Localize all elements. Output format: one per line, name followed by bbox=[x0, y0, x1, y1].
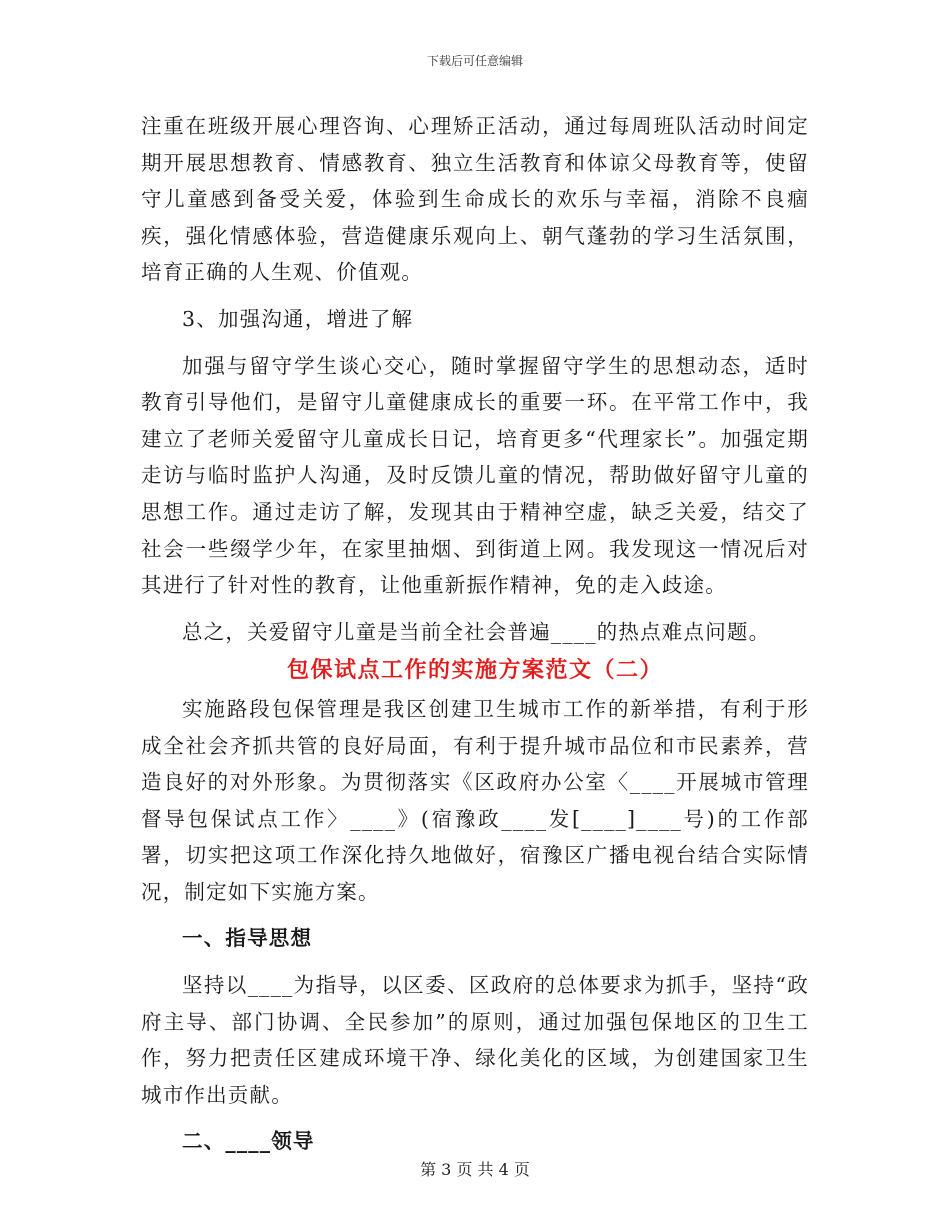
section-heading-3: 3、加强沟通，增进了解 bbox=[182, 306, 414, 331]
document-title: 包保试点工作的实施方案范文（二） bbox=[286, 657, 663, 684]
page-header: 下载后可任意编辑 bbox=[426, 54, 523, 68]
paragraph-communication: 加强与留守学生谈心交心，随时掌握留守学生的思想动态，适时教育引导他们，是留守儿童健康成长的重要一环。在平常工作中，我建立了老师关爱留守儿童成长日记，培育更多“代理家长”。加强定期走访与临时监护人沟通，及时反馈儿童的情况，帮助做好留守儿童的思想工作。通过走访了解，发现其由于精神空虚，缺乏关爱，结交了社会一些缀学少年，在家里抽烟、到街道上网。我发现这一情况后对其进行了针对性的教育，让他重新振作精神，免的走入歧途。 bbox=[141, 353, 809, 598]
paragraph-continued: 注重在班级开展心理咨询、心理矫正活动，通过每周班队活动时间定期开展思想教育、情感教育、独立生活教育和体谅父母教育等，使留守儿童感到备受关爱，体验到生命成长的欢乐与幸福，消除不良痼疾，强化情感体验，营造健康乐观向上、朝气蓬勃的学习生活氛围，培育正确的人生观、价值观。 bbox=[141, 114, 809, 285]
paragraph-guiding-ideology: 坚持以____为指导，以区委、区政府的总体要求为抓手，坚持“政府主导、部门协调、全民参加”的原则，通过加强包保地区的卫生工作，努力把责任区建成环境干净、绿化美化的区域，为创建国家卫生城市作出贡献。 bbox=[141, 973, 809, 1107]
document-body bbox=[141, 108, 809, 1160]
page-footer: 第 3 页 共 4 页 bbox=[420, 1160, 530, 1179]
section-heading-2: 二、____领导 bbox=[182, 1129, 315, 1154]
paragraph-intro: 实施路段包保管理是我区创建卫生城市工作的新举措，有利于形成全社会齐抓共管的良好局面，有利于提升城市品位和市民素养，营造良好的对外形象。为贯彻落实《区政府办公室〈____开展城市管理督导包保试点工作〉____》(宿豫政____发[____]____号)的工作部署，切实把这项工作深化持久地做好，宿豫区广播电视台结合实际情况，制定如下实施方案。 bbox=[141, 696, 809, 904]
section-heading-1: 一、指导思想 bbox=[182, 926, 313, 951]
paragraph-summary: 总之，关爱留守儿童是当前全社会普遍____的热点难点问题。 bbox=[182, 619, 771, 644]
